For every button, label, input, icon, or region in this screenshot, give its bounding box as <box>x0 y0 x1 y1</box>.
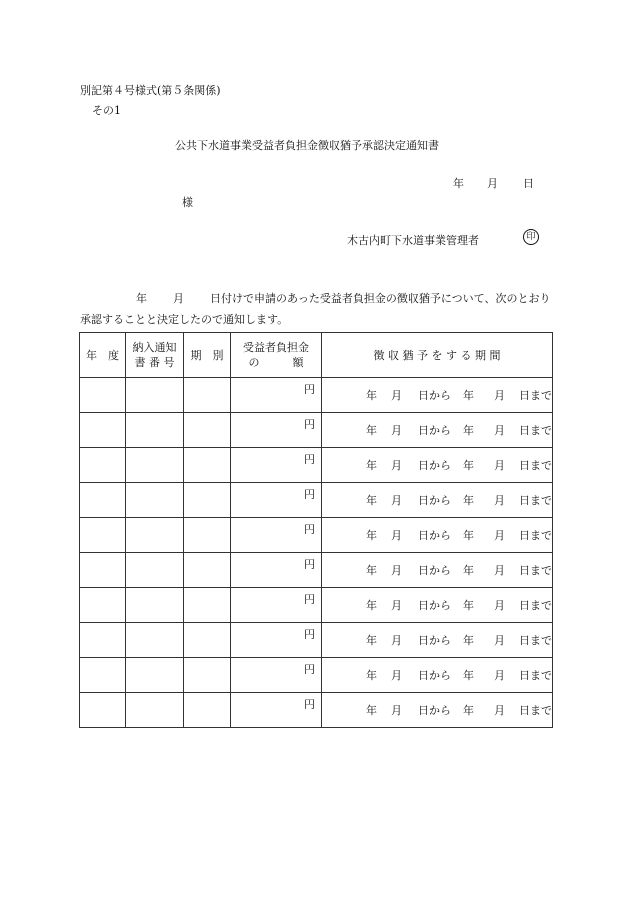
header-term: 期 別 <box>184 333 231 378</box>
table-header-row <box>80 333 553 378</box>
period-part: 日から <box>418 704 451 717</box>
form-number-label: 別記第４号様式(第５条関係) <box>80 84 221 97</box>
date-year: 年 <box>453 177 464 190</box>
table-row <box>80 693 553 728</box>
period-part: 月 <box>494 494 505 507</box>
cell-deferral-period[interactable] <box>322 693 553 728</box>
deferral-table <box>79 332 553 728</box>
period-part: 日まで <box>519 599 552 612</box>
period-part: 年 <box>366 529 377 542</box>
yen-unit: 円 <box>304 628 315 641</box>
period-part: 月 <box>494 424 505 437</box>
cell-term[interactable] <box>184 553 231 588</box>
cell-term[interactable] <box>184 378 231 413</box>
period-part: 日まで <box>519 424 552 437</box>
yen-unit: 円 <box>304 488 315 501</box>
period-part: 年 <box>366 459 377 472</box>
cell-fiscal-year[interactable] <box>80 553 126 588</box>
cell-notice-number[interactable] <box>126 623 184 658</box>
table-row <box>80 518 553 553</box>
period-part: 月 <box>494 564 505 577</box>
period-part: 年 <box>463 599 474 612</box>
cell-deferral-period[interactable] <box>322 553 553 588</box>
period-part: 年 <box>366 494 377 507</box>
cell-term[interactable] <box>184 588 231 623</box>
header-amount-line2: の 額 <box>248 356 304 369</box>
period-part: 日まで <box>519 529 552 542</box>
cell-amount[interactable] <box>231 518 322 553</box>
cell-deferral-period[interactable] <box>322 658 553 693</box>
cell-fiscal-year[interactable] <box>80 623 126 658</box>
period-part: 月 <box>494 529 505 542</box>
header-amount-line1: 受益者負担金 <box>243 341 309 354</box>
header-notice-number-line1: 納入通知 <box>132 341 177 354</box>
cell-notice-number[interactable] <box>126 448 184 483</box>
period-part: 日から <box>418 669 451 682</box>
cell-amount[interactable] <box>231 588 322 623</box>
cell-fiscal-year[interactable] <box>80 413 126 448</box>
cell-term[interactable] <box>184 658 231 693</box>
period-part: 月 <box>494 599 505 612</box>
period-part: 年 <box>366 634 377 647</box>
body-paragraph <box>80 288 552 330</box>
cell-notice-number[interactable] <box>126 588 184 623</box>
period-part: 年 <box>366 564 377 577</box>
period-part: 年 <box>463 634 474 647</box>
cell-term[interactable] <box>184 623 231 658</box>
header-amount <box>231 333 322 378</box>
cell-term[interactable] <box>184 448 231 483</box>
cell-term[interactable] <box>184 693 231 728</box>
cell-amount[interactable] <box>231 448 322 483</box>
period-part: 年 <box>463 424 474 437</box>
period-part: 月 <box>494 704 505 717</box>
cell-term[interactable] <box>184 518 231 553</box>
cell-deferral-period[interactable] <box>322 518 553 553</box>
period-part: 月 <box>391 704 402 717</box>
cell-amount[interactable] <box>231 623 322 658</box>
cell-deferral-period[interactable] <box>322 448 553 483</box>
table-row <box>80 588 553 623</box>
cell-deferral-period[interactable] <box>322 483 553 518</box>
period-part: 年 <box>463 529 474 542</box>
yen-unit: 円 <box>304 593 315 606</box>
period-part: 日まで <box>519 459 552 472</box>
period-part: 日まで <box>519 389 552 402</box>
yen-unit: 円 <box>304 558 315 571</box>
cell-fiscal-year[interactable] <box>80 378 126 413</box>
cell-fiscal-year[interactable] <box>80 518 126 553</box>
period-part: 月 <box>494 669 505 682</box>
period-part: 日から <box>418 459 451 472</box>
table-row <box>80 483 553 518</box>
yen-unit: 円 <box>304 698 315 711</box>
header-fiscal-year: 年 度 <box>80 333 126 378</box>
cell-fiscal-year[interactable] <box>80 658 126 693</box>
yen-unit: 円 <box>304 523 315 536</box>
yen-unit: 円 <box>304 453 315 466</box>
period-part: 日まで <box>519 669 552 682</box>
table-row <box>80 448 553 483</box>
period-part: 月 <box>391 669 402 682</box>
yen-unit: 円 <box>304 418 315 431</box>
period-part: 月 <box>391 634 402 647</box>
period-part: 月 <box>391 529 402 542</box>
cell-amount[interactable] <box>231 413 322 448</box>
addressee-suffix: 様 <box>182 196 193 209</box>
period-part: 年 <box>463 459 474 472</box>
period-part: 年 <box>366 389 377 402</box>
body-year: 年 <box>136 292 147 305</box>
cell-deferral-period[interactable] <box>322 623 553 658</box>
cell-notice-number[interactable] <box>126 483 184 518</box>
cell-notice-number[interactable] <box>126 693 184 728</box>
cell-deferral-period[interactable] <box>322 413 553 448</box>
period-part: 月 <box>391 459 402 472</box>
period-part: 月 <box>494 634 505 647</box>
period-part: 月 <box>391 494 402 507</box>
body-month: 月 <box>173 292 184 305</box>
period-part: 日から <box>418 634 451 647</box>
period-part: 日から <box>418 424 451 437</box>
period-part: 日から <box>418 564 451 577</box>
period-part: 日から <box>418 599 451 612</box>
header-notice-number-line2: 書 番 号 <box>134 356 175 369</box>
table-row <box>80 658 553 693</box>
cell-fiscal-year[interactable] <box>80 483 126 518</box>
cell-notice-number[interactable] <box>126 518 184 553</box>
period-part: 月 <box>494 389 505 402</box>
period-part: 年 <box>463 704 474 717</box>
cell-amount[interactable] <box>231 693 322 728</box>
seal-mark: 印 <box>523 229 539 245</box>
sub-form-label: その1 <box>92 104 121 117</box>
table-row <box>80 553 553 588</box>
cell-amount[interactable] <box>231 658 322 693</box>
date-month: 月 <box>487 177 498 190</box>
period-part: 日から <box>418 529 451 542</box>
table-row <box>80 623 553 658</box>
cell-notice-number[interactable] <box>126 658 184 693</box>
cell-fiscal-year[interactable] <box>80 588 126 623</box>
period-part: 月 <box>391 599 402 612</box>
period-part: 月 <box>494 459 505 472</box>
header-notice-number <box>126 333 184 378</box>
date-line <box>453 175 537 191</box>
period-part: 年 <box>463 494 474 507</box>
cell-notice-number[interactable] <box>126 553 184 588</box>
header-deferral-period: 徴 収 猶 予 を す る 期 間 <box>322 333 553 378</box>
document-title: 公共下水道事業受益者負担金徴収猶予承認決定通知書 <box>175 139 439 152</box>
period-part: 日まで <box>519 564 552 577</box>
period-part: 年 <box>463 389 474 402</box>
cell-amount[interactable] <box>231 378 322 413</box>
period-part: 年 <box>366 704 377 717</box>
cell-term[interactable] <box>184 413 231 448</box>
date-day: 日 <box>523 177 534 190</box>
period-part: 日まで <box>519 704 552 717</box>
table-row <box>80 378 553 413</box>
period-part: 年 <box>366 424 377 437</box>
issuer-name: 木古内町下水道事業管理者 <box>347 234 479 247</box>
period-part: 年 <box>366 599 377 612</box>
yen-unit: 円 <box>304 383 315 396</box>
body-text: 日付けで申請のあった受益者負担金の徴収猶予について、次のとおり承認することと決定したので通知します。 <box>80 292 551 326</box>
cell-deferral-period[interactable] <box>322 588 553 623</box>
cell-notice-number[interactable] <box>126 413 184 448</box>
period-part: 年 <box>463 564 474 577</box>
period-part: 年 <box>463 669 474 682</box>
period-part: 月 <box>391 389 402 402</box>
cell-fiscal-year[interactable] <box>80 693 126 728</box>
cell-term[interactable] <box>184 483 231 518</box>
cell-amount[interactable] <box>231 553 322 588</box>
period-part: 月 <box>391 564 402 577</box>
period-part: 日から <box>418 494 451 507</box>
cell-fiscal-year[interactable] <box>80 448 126 483</box>
cell-notice-number[interactable] <box>126 378 184 413</box>
period-part: 日まで <box>519 634 552 647</box>
period-part: 日まで <box>519 494 552 507</box>
period-part: 日から <box>418 389 451 402</box>
table-row <box>80 413 553 448</box>
period-part: 月 <box>391 424 402 437</box>
period-part: 年 <box>366 669 377 682</box>
yen-unit: 円 <box>304 663 315 676</box>
cell-deferral-period[interactable] <box>322 378 553 413</box>
cell-amount[interactable] <box>231 483 322 518</box>
